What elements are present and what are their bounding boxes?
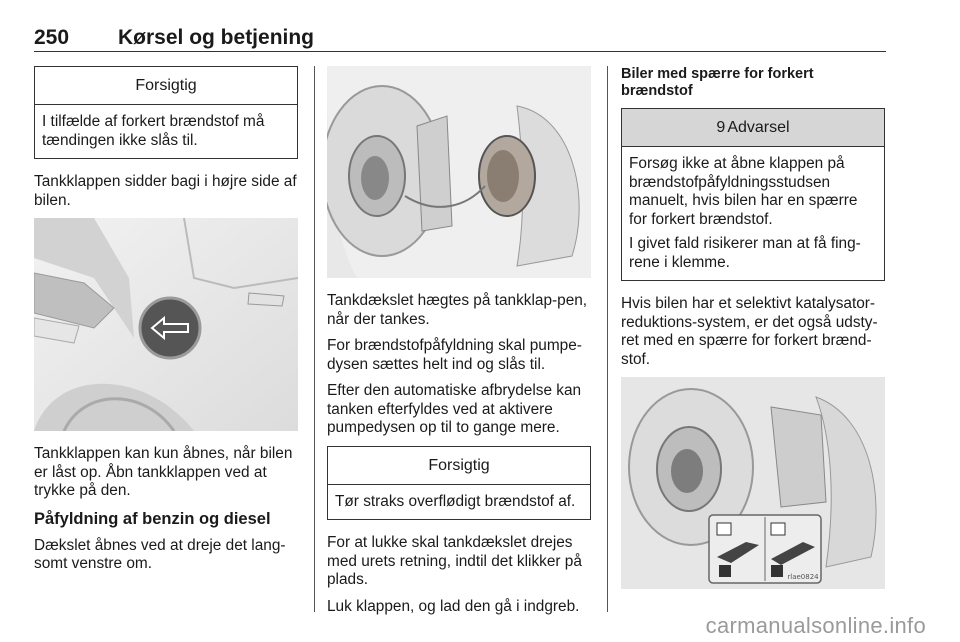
column-2 (327, 66, 591, 624)
column-divider-1 (314, 66, 315, 612)
warning-header (622, 109, 884, 147)
paragraph-close-cap: For at lukke skal tankdækslet drejes med urets retning, indtil det klikker på plads. (327, 534, 582, 588)
paragraph-cap-open: Dækslet åbnes ved at dreje det lang-somt venstre om. (34, 536, 286, 572)
caution-text: I tilfælde af forkert brændstof må tændingen ikke slås til. (42, 113, 265, 149)
watermark: carmanualsonline.info (705, 613, 926, 638)
page-number: 250 (34, 26, 70, 49)
warning-text-2: I givet fald risikerer man at få fing-rene i klemme. (629, 235, 861, 271)
paragraph-close-flap: Luk klappen, og lad den gå i indgreb. (327, 597, 580, 615)
section-heading-refuelling: Påfyldning af benzin og diesel (34, 509, 271, 528)
caution-box (34, 66, 298, 159)
paragraph-fuel-flap-location: Tankklappen sidder bagi i højre side af bilen. (34, 173, 297, 209)
paragraph-cap-hooked: Tankdækslet hægtes på tankklap-pen, når der tankes. (327, 292, 588, 328)
paragraph-insert-nozzle: For brændstofpåfyldning skal pumpe-dysen sættes helt ind og slås til. (327, 337, 582, 373)
figure-code: rlae0824 (787, 573, 819, 581)
caution-text-2: Tør straks overflødigt brændstof af. (335, 492, 576, 510)
paragraph-top-up: Efter den automatiske afbrydelse kan tanken efterfyldes ved at aktivere pumpedysen op til to gange mere. (327, 382, 582, 436)
page-header (34, 24, 886, 54)
caution-title: Forsigtig (35, 67, 297, 105)
misfuel-inhibitor-illustration (621, 377, 885, 589)
column-1 (34, 66, 298, 582)
fuel-flap-car-illustration (34, 218, 298, 431)
warning-triangle-icon: 9 (716, 119, 726, 136)
caution-title-2: Forsigtig (328, 447, 590, 485)
paragraph-fuel-flap-open: Tankklappen kan kun åbnes, når bilen er låst op. Åbn tankklappen ved at trykke på den. (34, 445, 293, 499)
paragraph-scr-system: Hvis bilen har et selektivt katalysator-reduktions-system, er det også udsty-ret med en spærre for forkert brænd-stof. (621, 295, 878, 368)
caution-box-2 (327, 446, 591, 521)
warning-text-1: Forsøg ikke at åbne klappen på brændstofpåfyldningsstudsen manuelt, hvis bilen har en spærre for forkert brændstof. (629, 155, 858, 228)
column-divider-2 (607, 66, 608, 612)
page-title: Kørsel og betjening (118, 26, 315, 49)
fuel-cap-hooked-illustration (327, 66, 591, 278)
section-heading-misfuel-inhibitor: Biler med spærre for forkert brændstof (621, 66, 814, 99)
header-rule (34, 51, 886, 52)
warning-title: Advarsel (727, 119, 790, 136)
column-3 (621, 66, 885, 603)
warning-box (621, 108, 885, 281)
